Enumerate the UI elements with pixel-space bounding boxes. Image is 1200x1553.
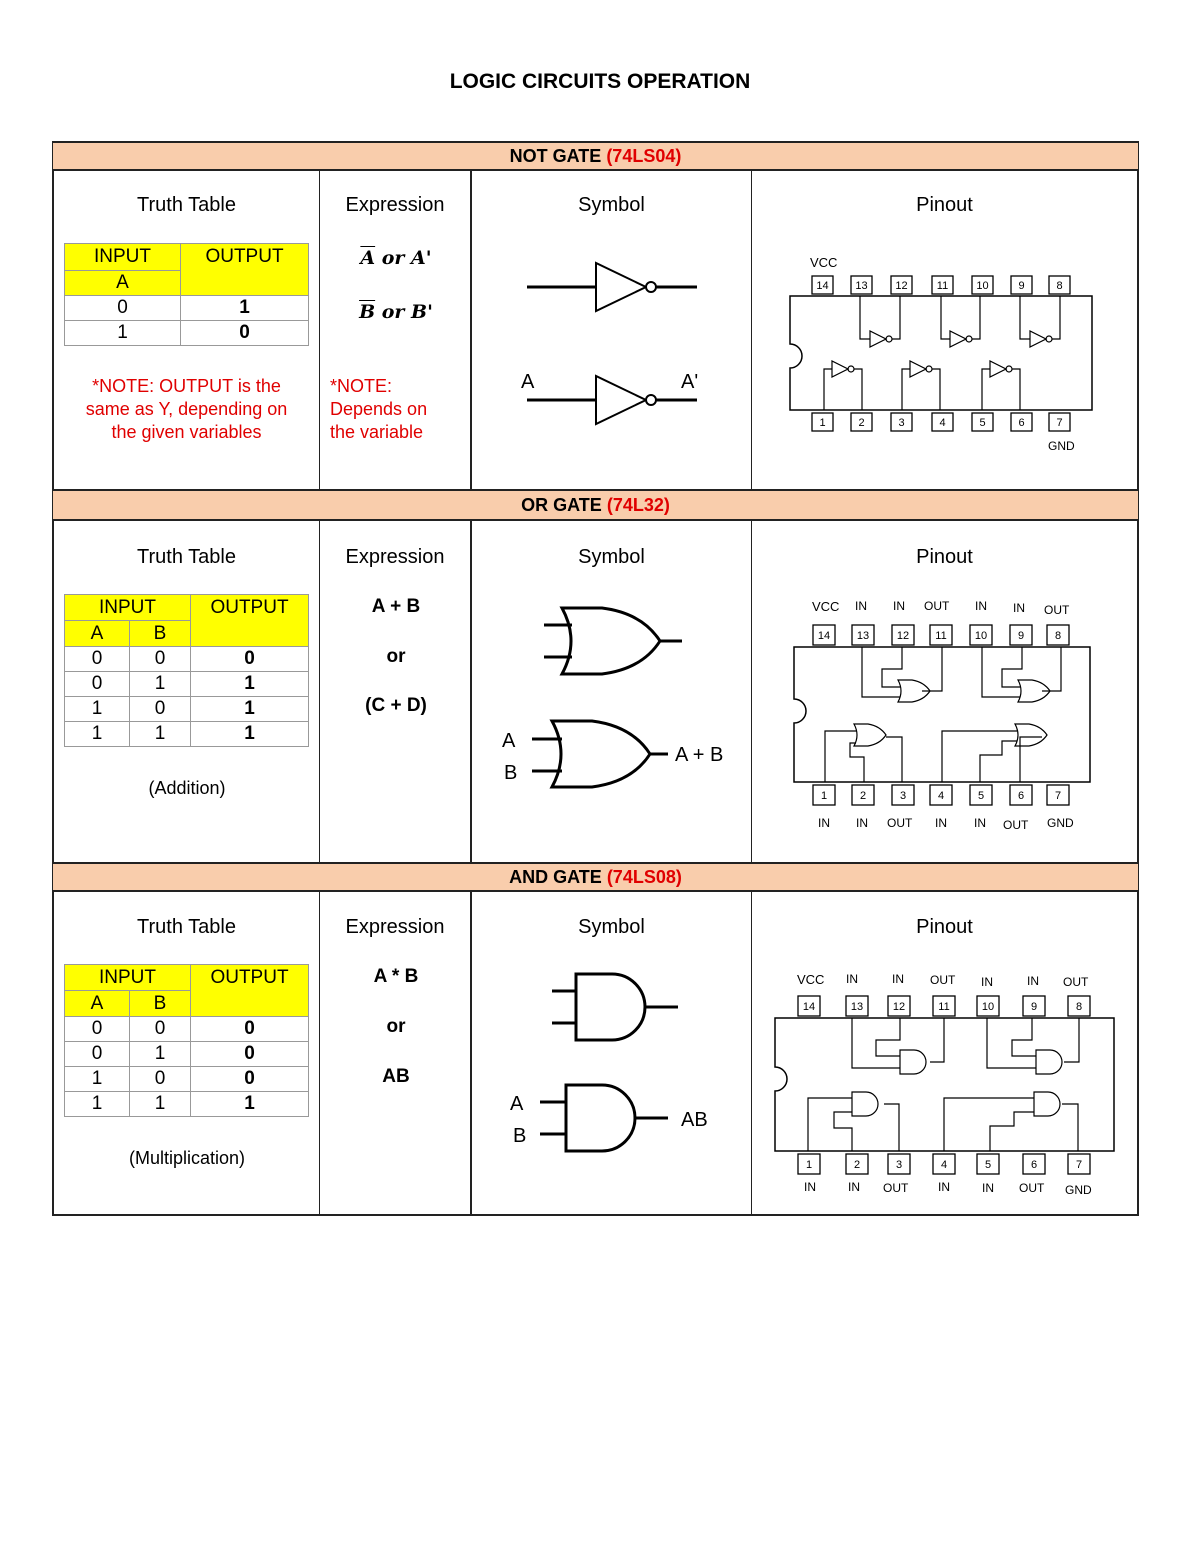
or-truth-table xyxy=(64,594,309,747)
and-pinout-diagram xyxy=(752,890,1137,1214)
or-gate-name: OR GATE xyxy=(521,495,602,515)
not-pinout-cell xyxy=(752,169,1137,489)
note-line: same as Y, depending on xyxy=(85,399,288,419)
vcc-label: VCC xyxy=(812,599,840,614)
pin-number: 8 xyxy=(1054,630,1062,642)
or-gate-symbol xyxy=(472,519,751,862)
table-cell: 0 xyxy=(191,1042,309,1067)
or-caption: (Addition) xyxy=(148,778,226,798)
pin-number: 3 xyxy=(899,790,907,802)
and-gate-chip: (74LS08) xyxy=(606,867,682,887)
and-symbol-heading: Symbol xyxy=(578,916,645,938)
and-caption: (Multiplication) xyxy=(128,1148,246,1168)
table-cell: 0 xyxy=(191,1017,309,1042)
table-cell: 0 xyxy=(65,1042,130,1067)
or-expr-line: or xyxy=(386,646,406,667)
pin-number: 5 xyxy=(979,417,986,429)
or-expr-line: (C + D) xyxy=(365,695,427,716)
pin-row-bottom xyxy=(813,785,1069,805)
pin-number: 10 xyxy=(981,1001,995,1013)
table-cell: 0 xyxy=(130,647,191,672)
not-truth-heading: Truth Table xyxy=(137,194,236,216)
table-cell: 1 xyxy=(65,722,130,747)
table-cell: 1 xyxy=(65,321,181,346)
table-cell: 1 xyxy=(181,296,309,321)
note-line: the variable xyxy=(330,422,424,442)
pin-number: 8 xyxy=(1056,280,1063,292)
or-output-header: OUTPUT xyxy=(191,595,309,647)
and-expr-line: or xyxy=(386,1016,406,1037)
table-cell: 1 xyxy=(130,1092,191,1117)
pin-number: 9 xyxy=(1030,1001,1038,1013)
and-expr-cell xyxy=(320,890,470,1214)
and-gate-name: AND GATE xyxy=(509,867,602,887)
pin-label: IN xyxy=(1027,974,1039,988)
pin-number: 2 xyxy=(853,1159,861,1171)
pin-label: OUT xyxy=(1003,818,1029,832)
pin-number: 3 xyxy=(895,1159,903,1171)
pin-row-top xyxy=(813,625,1069,645)
table-cell: 1 xyxy=(130,1042,191,1067)
table-cell: 1 xyxy=(65,697,130,722)
table-cell: 1 xyxy=(191,1092,309,1117)
pin-label: IN xyxy=(893,599,905,613)
pin-number: 5 xyxy=(977,790,985,802)
pin-label: OUT xyxy=(1063,975,1089,989)
page-title: LOGIC CIRCUITS OPERATION xyxy=(449,70,751,93)
pin-number: 5 xyxy=(984,1159,992,1171)
table-cell: 0 xyxy=(181,321,309,346)
frame-right xyxy=(1137,141,1139,1216)
pin-top-labels xyxy=(855,599,1070,617)
table-cell: 1 xyxy=(191,697,309,722)
and-symbol-in-a: A xyxy=(510,1093,524,1115)
pin-label: GND xyxy=(1047,816,1074,830)
or-symbol-in-a: A xyxy=(502,730,516,752)
and-expr-line: A * B xyxy=(373,966,419,987)
pin-label: OUT xyxy=(1019,1181,1045,1195)
pin-top-labels xyxy=(846,972,1089,989)
expr-rest: or A' xyxy=(375,247,432,269)
table-cell: 1 xyxy=(191,722,309,747)
pin-number: 14 xyxy=(816,280,829,292)
and-pinout-heading: Pinout xyxy=(916,916,973,938)
table-cell: 0 xyxy=(130,697,191,722)
and-output-header: OUTPUT xyxy=(191,965,309,1017)
or-gate-header xyxy=(53,489,1138,521)
or-pinout-diagram xyxy=(752,519,1137,862)
or-symbol-in-b: B xyxy=(504,762,518,784)
or-var-a: A xyxy=(65,621,130,647)
pin-number: 6 xyxy=(1018,417,1025,429)
pin-number: 8 xyxy=(1075,1001,1083,1013)
or-symbol-out: A + B xyxy=(675,744,724,766)
and-symbol-cell xyxy=(472,890,751,1214)
or-pinout-heading: Pinout xyxy=(916,546,973,568)
or-expr-cell xyxy=(320,519,470,862)
note-line: Depends on xyxy=(330,399,428,419)
pin-bottom-labels xyxy=(804,1180,1092,1197)
pin-number: 1 xyxy=(805,1159,813,1171)
pin-number: 12 xyxy=(895,280,908,292)
table-cell: 1 xyxy=(130,722,191,747)
pin-label: OUT xyxy=(924,599,950,613)
or-pinout-cell xyxy=(752,519,1137,862)
not-gate-header xyxy=(53,141,1138,171)
pin-label: IN xyxy=(856,816,868,830)
expr-var: $\overline{B}$ xyxy=(359,301,376,323)
and-expr-line: AB xyxy=(382,1066,410,1087)
or-var-b: B xyxy=(130,621,191,647)
pin-number: 3 xyxy=(898,417,905,429)
pin-number: 14 xyxy=(817,630,831,642)
pin-number: 11 xyxy=(938,1001,950,1013)
table-cell: 1 xyxy=(191,672,309,697)
pin-number: 9 xyxy=(1017,630,1025,642)
pin-label: OUT xyxy=(887,816,913,830)
or-truth-cell xyxy=(54,519,319,862)
table-cell: 0 xyxy=(65,1017,130,1042)
not-var-a: A xyxy=(65,271,181,296)
pin-number: 1 xyxy=(820,790,828,802)
or-input-header: INPUT xyxy=(65,595,191,621)
expr-var: $\overline{A}$ xyxy=(360,247,376,269)
pin-number: 4 xyxy=(940,1159,948,1171)
and-truth-table xyxy=(64,964,309,1117)
pin-label: IN xyxy=(981,975,993,989)
pin-number: 4 xyxy=(937,790,945,802)
pin-row-bottom xyxy=(812,413,1070,431)
not-expr-b xyxy=(320,301,472,323)
note-line: the given variables xyxy=(111,422,262,442)
and-pinout-cell xyxy=(752,890,1137,1214)
pin-number: 4 xyxy=(939,417,946,429)
pin-label: OUT xyxy=(883,1181,909,1195)
pin-number: 11 xyxy=(935,630,947,642)
pin-bottom-labels xyxy=(818,816,1074,832)
not-gate-chip: (74LS04) xyxy=(606,146,682,166)
or-gate-icon xyxy=(532,608,682,787)
vcc-label: VCC xyxy=(797,972,825,987)
table-cell: 0 xyxy=(191,647,309,672)
not-expr-heading: Expression xyxy=(345,194,445,216)
or-expr-heading: Expression xyxy=(345,546,445,568)
not-symbol-in-label: A xyxy=(521,371,535,393)
not-symbol-heading: Symbol xyxy=(578,194,645,216)
and-gate-header xyxy=(53,862,1138,892)
or-truth-heading: Truth Table xyxy=(137,546,236,568)
pin-label: IN xyxy=(846,972,858,986)
pin-row-top xyxy=(798,996,1090,1016)
pin-number: 13 xyxy=(850,1001,864,1013)
table-cell: 0 xyxy=(130,1067,191,1092)
table-cell: 0 xyxy=(130,1017,191,1042)
pin-label: IN xyxy=(855,599,867,613)
pin-label: IN xyxy=(1013,601,1025,615)
or-gate-chip: (74L32) xyxy=(606,495,670,515)
pin-label: IN xyxy=(974,816,986,830)
and-truth-cell xyxy=(54,890,319,1214)
pin-number: 12 xyxy=(896,630,910,642)
or-symbol-cell xyxy=(472,519,751,862)
pin-label: GND xyxy=(1065,1183,1092,1197)
pin-row-bottom xyxy=(798,1154,1090,1174)
expr-rest: or B' xyxy=(375,301,433,323)
not-expr-note xyxy=(330,375,427,444)
gnd-label: GND xyxy=(1048,439,1075,453)
and-gate-icon xyxy=(540,974,678,1151)
and-input-header: INPUT xyxy=(65,965,191,991)
not-pinout-diagram xyxy=(752,169,1137,489)
pin-number: 10 xyxy=(974,630,988,642)
table-cell: 1 xyxy=(130,672,191,697)
not-gate-name: NOT GATE xyxy=(509,146,602,166)
and-truth-heading: Truth Table xyxy=(137,916,236,938)
pin-label: IN xyxy=(892,972,904,986)
not-symbol-cell xyxy=(472,169,751,489)
and-expr-heading: Expression xyxy=(345,916,445,938)
pin-number: 9 xyxy=(1018,280,1025,292)
pin-label: OUT xyxy=(1044,603,1070,617)
pin-number: 7 xyxy=(1056,417,1063,429)
pin-label: IN xyxy=(804,1180,816,1194)
pin-number: 14 xyxy=(802,1001,816,1013)
and-symbol-in-b: B xyxy=(513,1125,527,1147)
and-gate-symbol xyxy=(472,890,751,1214)
pin-row-top xyxy=(812,276,1070,294)
not-gate-symbol xyxy=(472,169,751,489)
not-truth-cell xyxy=(54,169,319,489)
table-cell: 0 xyxy=(65,647,130,672)
table-cell: 1 xyxy=(65,1092,130,1117)
frame-bottom xyxy=(52,1214,1139,1216)
pin-label: IN xyxy=(975,599,987,613)
pin-label: IN xyxy=(818,816,830,830)
note-line: *NOTE: OUTPUT is the xyxy=(92,376,281,396)
pin-label: IN xyxy=(848,1180,860,1194)
pin-number: 6 xyxy=(1017,790,1025,802)
pin-number: 12 xyxy=(892,1001,906,1013)
table-cell: 0 xyxy=(191,1067,309,1092)
not-expr-a xyxy=(320,247,472,269)
pin-label: IN xyxy=(935,816,947,830)
pin-number: 2 xyxy=(859,790,867,802)
pin-number: 1 xyxy=(819,417,826,429)
pin-number: 13 xyxy=(856,630,870,642)
table-cell: 0 xyxy=(65,296,181,321)
pin-label: IN xyxy=(982,1181,994,1195)
and-var-a: A xyxy=(65,991,130,1017)
not-input-header: INPUT xyxy=(65,244,181,271)
not-expr-cell xyxy=(320,169,470,489)
or-symbol-heading: Symbol xyxy=(578,546,645,568)
pin-label: IN xyxy=(938,1180,950,1194)
pin-number: 10 xyxy=(976,280,989,292)
not-symbol-out-label: A' xyxy=(681,371,699,393)
not-pinout-heading: Pinout xyxy=(916,194,973,216)
table-cell: 0 xyxy=(65,672,130,697)
not-output-header: OUTPUT xyxy=(181,244,309,296)
and-symbol-out: AB xyxy=(681,1109,708,1131)
pin-label: OUT xyxy=(930,973,956,987)
table-cell: 1 xyxy=(65,1067,130,1092)
pin-number: 11 xyxy=(936,280,949,292)
not-output-note xyxy=(54,375,319,444)
or-expr-line: A + B xyxy=(371,596,421,617)
pin-number: 2 xyxy=(858,417,865,429)
not-gate-icon xyxy=(527,263,697,424)
pin-number: 7 xyxy=(1075,1159,1083,1171)
pin-number: 7 xyxy=(1054,790,1062,802)
and-var-b: B xyxy=(130,991,191,1017)
pin-number: 6 xyxy=(1030,1159,1038,1171)
not-truth-table xyxy=(64,243,309,346)
vcc-label: VCC xyxy=(810,255,838,270)
note-line: *NOTE: xyxy=(330,376,393,396)
pin-number: 13 xyxy=(855,280,868,292)
